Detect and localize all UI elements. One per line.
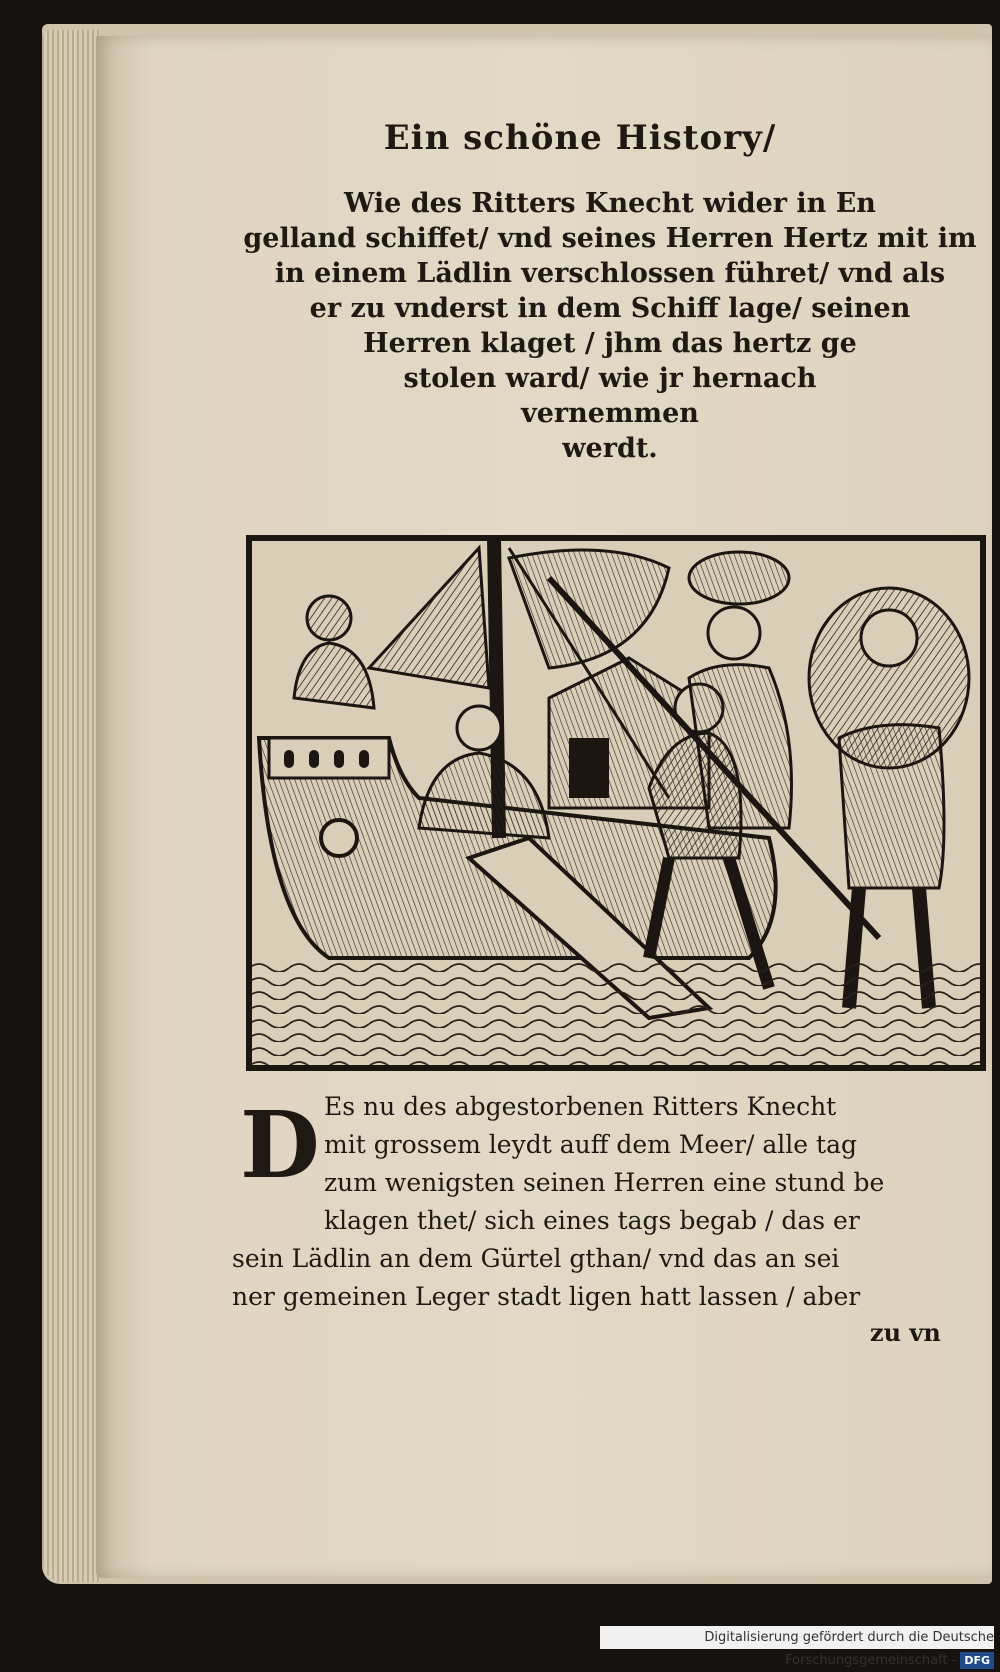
heading-line: werdt. (562, 433, 658, 464)
heading-line: vernemmen (521, 398, 699, 429)
digitization-footer (600, 1626, 994, 1668)
text-line: mit grossem leydt auff dem Meer/ alle tag (324, 1130, 857, 1159)
heading-line: gelland schiffet/ vnd seines Herren Hertz mit im (243, 223, 977, 254)
text-line: klagen thet/ sich eines tags begab / das er (324, 1206, 860, 1235)
ship-scene-image (249, 538, 983, 1068)
heading-line: Wie des Ritters Knecht wider in En (344, 188, 876, 219)
drop-cap-initial: D (240, 1091, 320, 1199)
text-line: sein Lädlin an dem Gürtel gthan/ vnd das an sei (232, 1244, 840, 1273)
text-line: Es nu des abgestorbenen Ritters Knecht (324, 1092, 837, 1121)
heading-line: Herren klaget / jhm das hertz ge (363, 328, 857, 359)
chapter-heading (240, 186, 980, 466)
heading-line: er zu vnderst in dem Schiff lage/ seinen (309, 293, 911, 324)
footer-text: Digitalisierung gefördert durch die Deutsche Forschungsgemeinschaft - (704, 1630, 994, 1668)
heading-line: in einem Lädlin verschlossen führet/ vnd als (274, 258, 946, 289)
text-line: ner gemeinen Leger stadt ligen hatt lassen / aber (232, 1282, 861, 1311)
dfg-logo: DFG (960, 1652, 994, 1669)
page-edges (42, 30, 100, 1582)
woodcut-illustration (246, 535, 986, 1071)
text-line: zum wenigsten seinen Herren eine stund be (324, 1168, 885, 1197)
heading-line: stolen ward/ wie jr hernach (403, 363, 817, 394)
catchword: zu vn (870, 1318, 941, 1347)
page-title: Ein schöne History/ (383, 118, 777, 158)
